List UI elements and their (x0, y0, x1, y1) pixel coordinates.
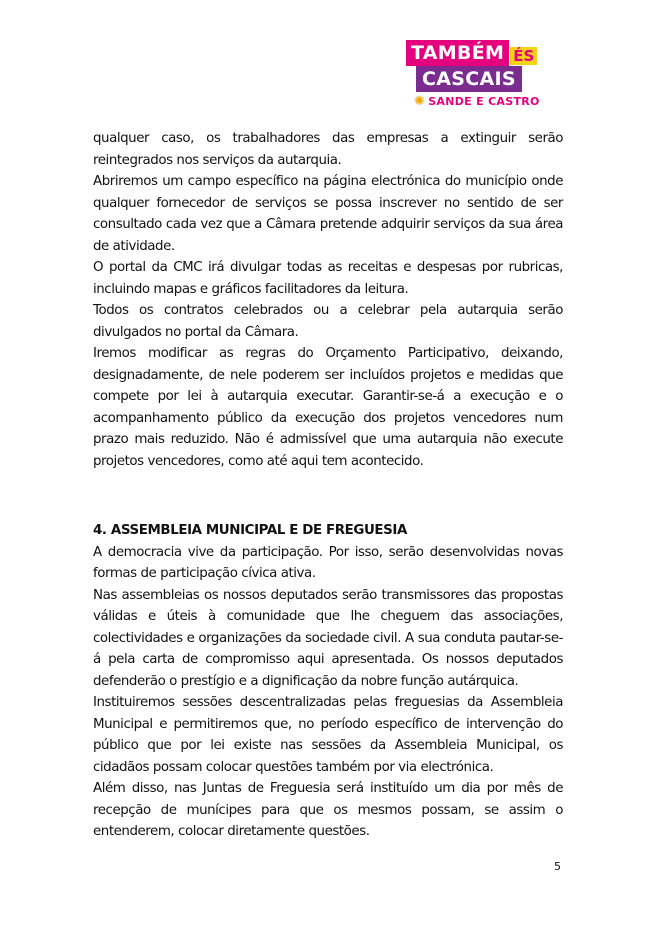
paragraph: Iremos modificar as regras do Orçamento Participativo, deixando, designadamente, de nele poderem ser incluídos projetos e medidas que compete por lei à autarquia executar. Garantir-se-á a execução e o acompanhamento público da execução dos projetos vencedores num prazo mais reduzido. Não é admissível que uma autarquia não execute projetos vencedores, como até aqui tem acontecido. (93, 346, 563, 469)
logo-candidate (414, 94, 540, 109)
section-assembleia (93, 520, 563, 843)
paragraph: Abriremos um campo específico na página electrónica do município onde qualquer fornecedor de serviços se possa inscrever no sentido de ser consultado cada vez que a Câmara pretende adquirir serviços da sua área de atividade. (93, 174, 563, 254)
paragraph: A democracia vive da participação. Por isso, serão desenvolvidas novas formas de participação cívica ativa. (93, 544, 563, 581)
logo-row-top (406, 40, 537, 66)
sun-icon: ✺ (414, 94, 426, 109)
logo-word-es: ÉS (510, 47, 537, 65)
logo-candidate-name: SANDE E CASTRO (428, 95, 540, 108)
paragraph: Nas assembleias os nossos deputados serão transmissores das propostas válidas e úteis à comunidade que lhe cheguem das associações, colectividades e organizações da sociedade civil. A sua conduta pautar-se-á pela carta de compromisso aqui apresentada. Os nossos deputados defenderão o prestígio e a dignificação da nobre função autárquica. (93, 587, 563, 689)
logo-word-tambem: TAMBÉM (406, 40, 509, 66)
paragraph: Todos os contratos celebrados ou a celebrar pela autarquia serão divulgados no portal da Câmara. (93, 303, 563, 340)
paragraph: O portal da CMC irá divulgar todas as receitas e despesas por rubricas, incluindo mapas e gráficos facilitadores da leitura. (93, 260, 563, 297)
section-heading: 4. ASSEMBLEIA MUNICIPAL E DE FREGUESIA (93, 523, 407, 538)
page-number: 5 (554, 860, 561, 873)
paragraph: Além disso, nas Juntas de Freguesia será instituído um dia por mês de recepção de munícipes para que os mesmos possam, se assim o entenderem, colocar diretamente questões. (93, 781, 563, 839)
campaign-logo (406, 40, 542, 120)
body-text-top (93, 128, 563, 472)
logo-word-cascais: CASCAIS (416, 66, 522, 92)
paragraph: qualquer caso, os trabalhadores das empresas a extinguir serão reintegrados nos serviços da autarquia. (93, 131, 563, 168)
paragraph: Instituiremos sessões descentralizadas pelas freguesias da Assembleia Municipal e permitiremos que, no período específico de intervenção do público que por lei existe nas sessões da Assembleia Municipal, os cidadãos possam colocar questões também por via electrónica. (93, 695, 563, 775)
